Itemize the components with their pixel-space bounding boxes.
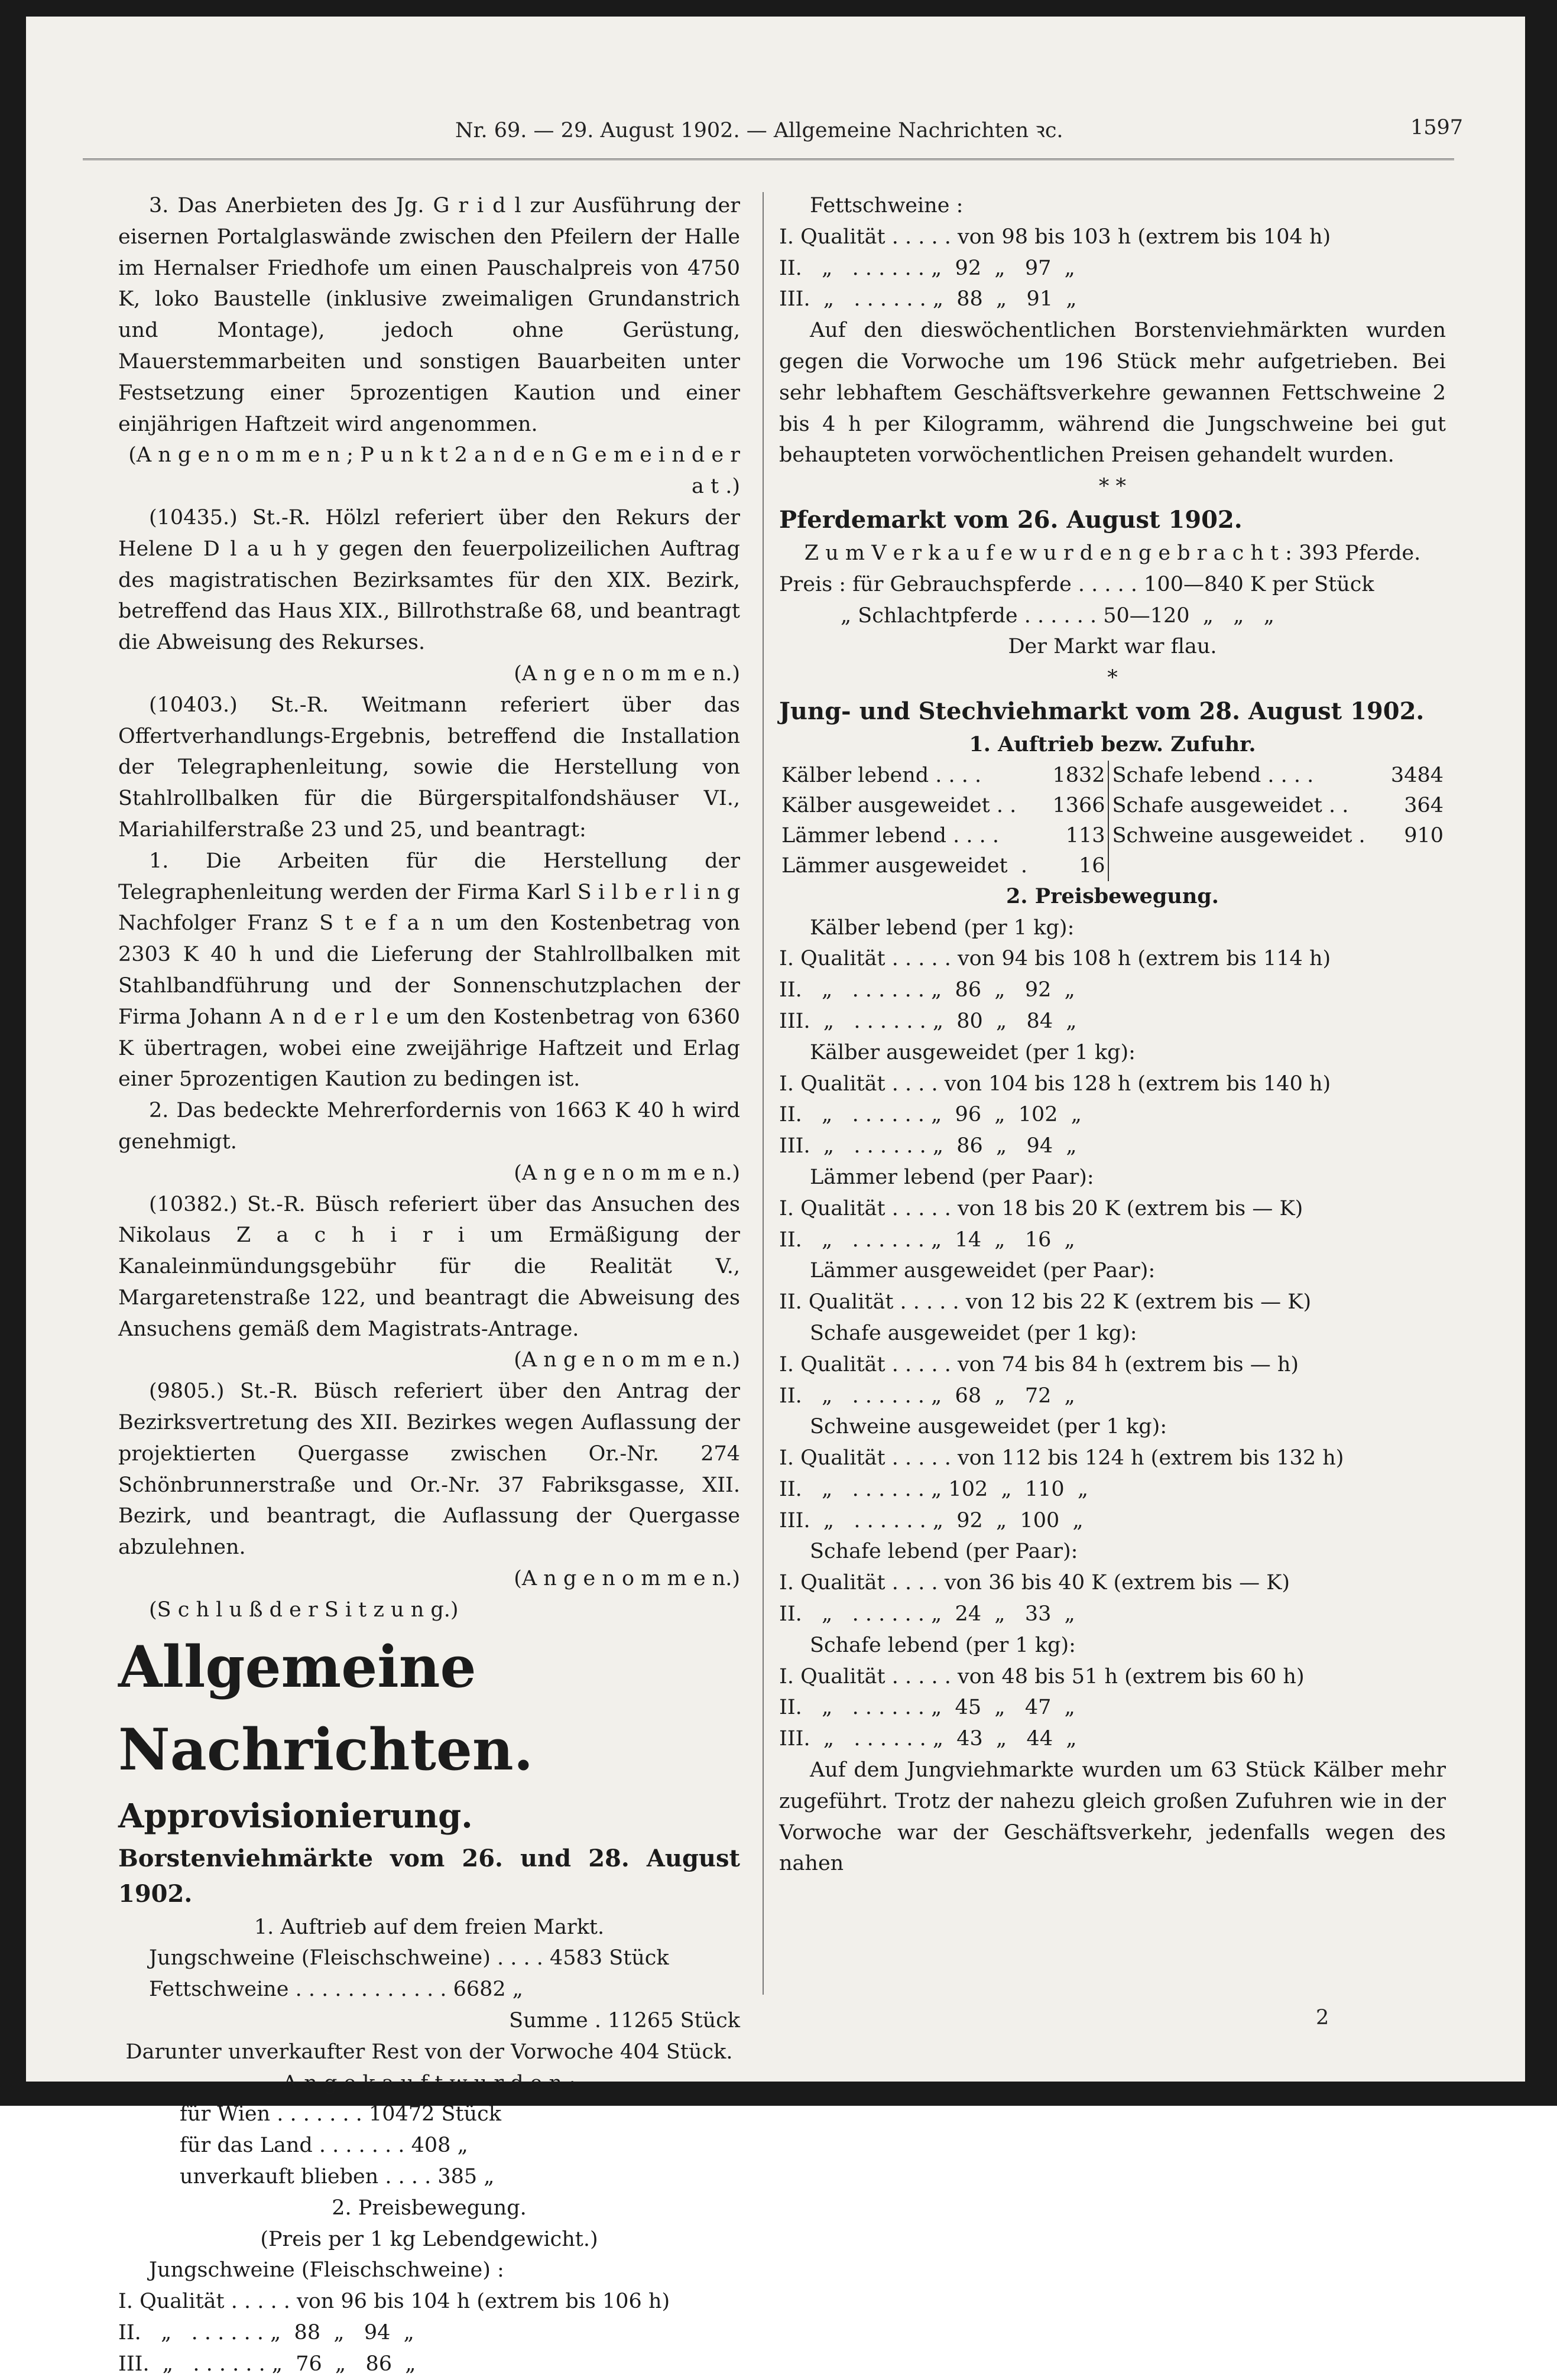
cell: Schafe ausgeweidet . .	[1112, 793, 1349, 817]
signature-mark: 2	[1316, 2006, 1329, 2030]
category: Schafe lebend (per Paar):	[810, 1540, 1078, 1564]
subheading: 1. Auftrieb auf dem freien Markt.	[254, 1915, 605, 1939]
market-heading: Jung- und Stechviehmarkt vom 28. August 1902.	[779, 697, 1425, 725]
header-rule	[83, 158, 1454, 160]
price-row: II. „ . . . . . . „ 92 „ 97 „	[779, 256, 1075, 280]
price-row: II. „ . . . . . . „ 96 „ 102 „	[779, 1103, 1082, 1127]
table-row	[779, 791, 1446, 821]
paragraph: 3. Das Anerbieten des Jg. G r i d l zur Ausführung der eisernen Portalglaswände zwischen den Pfeilern der Halle im Hernalser Friedhofe um einen Pauschalpreis von 4750 K, loko Baustelle (inklusive zweimaligen Grundanstrich und Montage), jedoch ohne Gerüstung, Mauerstemmarbeiten und sonstigen Bauarbeiten unter Festsetzung einer 5prozentigen Kaution und einer einjährigen Haftzeit wird angenommen.	[118, 194, 740, 436]
price-row: I. Qualität . . . . . von 96 bis 104 h (extrem bis 106 h)	[118, 2290, 670, 2314]
price-row: II. „ . . . . . . „ 45 „ 47 „	[779, 1696, 1075, 1720]
paragraph: (9805.) St.-R. Büsch referiert über den Antrag der Bezirksvertretung des XII. Bezirkes wegen Auflassung der projektierten Quergasse zwischen Or.-Nr. 274 Schönbrunnerstraße und Or.-Nr. 37 Fabriksgasse, XII. Bezirk, und beantragt, die Auflassung der Quergasse abzulehnen.	[118, 1379, 740, 1560]
price-row: II. „ . . . . . . „ 14 „ 16 „	[779, 1228, 1075, 1252]
data-row: unverkauft blieben . . . . 385 „	[180, 2165, 495, 2189]
data-row: „ Schlachtpferde . . . . . . 50—120 „ „ „	[841, 603, 1274, 628]
category: Kälber ausgeweidet (per 1 kg):	[810, 1040, 1136, 1064]
data-row: Der Markt war flau.	[1008, 635, 1217, 659]
data-row: für Wien . . . . . . . 10472 Stück	[180, 2102, 501, 2126]
price-row: II. „ . . . . . . „ 102 „ 110 „	[779, 1477, 1089, 1501]
price-row: I. Qualität . . . . . von 48 bis 51 h (extrem bis 60 h)	[779, 1664, 1305, 1689]
price-row: III. „ . . . . . . „ 86 „ 94 „	[779, 1134, 1077, 1158]
data-row: Z u m V e r k a u f e w u r d e n g e b r a c h t : 393 Pferde.	[804, 541, 1421, 565]
price-row: II. „ . . . . . . „ 68 „ 72 „	[779, 1384, 1075, 1408]
cell: 364	[1404, 793, 1444, 817]
cell: 910	[1404, 823, 1444, 848]
category: Schafe lebend (per 1 kg):	[810, 1633, 1076, 1657]
section-title: Allgemeine Nachrichten.	[118, 1633, 534, 1783]
cell: Lämmer lebend . . . .	[781, 823, 1000, 848]
price-row: I. Qualität . . . . . von 94 bis 108 h (extrem bis 114 h)	[779, 947, 1331, 971]
cell: Schweine ausgeweidet .	[1112, 823, 1365, 848]
divider-stars: *	[1107, 666, 1118, 690]
table-row	[779, 821, 1446, 851]
category: Schafe ausgeweidet (per 1 kg):	[810, 1321, 1137, 1345]
price-row: III. „ . . . . . . „ 88 „ 91 „	[779, 287, 1077, 311]
subheading: 2. Preisbewegung.	[1006, 884, 1219, 908]
cell: Kälber ausgeweidet . .	[781, 793, 1017, 817]
left-column	[118, 190, 740, 2380]
cell: Lämmer ausgeweidet .	[781, 853, 1027, 878]
cell: 1366	[1052, 793, 1105, 817]
paragraph: (10382.) St.-R. Büsch referiert über das Ansuchen des Nikolaus Z a c h i r i um Ermäßigung der Kanaleinmündungsgebühr für die Realität V., Margaretenstraße 122, und beantragt die Abweisung des Ansuchens gemäß dem Magistrats-Antrage.	[118, 1192, 740, 1341]
data-row: Jungschweine (Fleischschweine) :	[149, 2258, 504, 2282]
decision: (A n g e n o m m e n.)	[514, 661, 740, 686]
data-row: Preis : für Gebrauchspferde . . . . . 100—840 K per Stück	[779, 572, 1374, 596]
category: Lämmer lebend (per Paar):	[810, 1165, 1094, 1189]
subheading: 1. Auftrieb bezw. Zufuhr.	[969, 732, 1256, 756]
price-row: III. „ . . . . . . „ 80 „ 84 „	[779, 1009, 1077, 1033]
data-row: für das Land . . . . . . . 408 „	[180, 2134, 468, 2158]
cell: 113	[1065, 823, 1105, 848]
price-row: III. „ . . . . . . „ 43 „ 44 „	[779, 1727, 1077, 1751]
cell: 3484	[1390, 763, 1444, 787]
table-row	[779, 761, 1446, 791]
price-row: III. „ . . . . . . „ 92 „ 100 „	[779, 1508, 1084, 1532]
running-header: Nr. 69. — 29. August 1902. — Allgemeine Nachrichten ꝛc.	[455, 119, 1063, 142]
paragraph: Auf dem Jungviehmarkte wurden um 63 Stück Kälber mehr zugeführt. Trotz der nahezu gleich großen Zufuhren wie in der Vorwoche war der Geschäftsverkehr, jedenfalls wegen des nahen	[779, 1758, 1446, 1876]
paragraph: (10403.) St.-R. Weitmann referiert über das Offertverhandlungs-Ergebnis, betreffend die Installation der Telegraphenleitung, sowie die Herstellung von Stahlrollbalken für die Bürgerspitalfondshäuser VI., Mariahilferstraße 23 und 25, und beantragt:	[118, 693, 740, 842]
column-rule	[763, 192, 764, 1995]
price-row: I. Qualität . . . . . von 112 bis 124 h (extrem bis 132 h)	[779, 1446, 1344, 1470]
paragraph: Auf den dieswöchentlichen Borstenviehmärkten wurden gegen die Vorwoche um 196 Stück mehr aufgetrieben. Bei sehr lebhaftem Geschäftsverkehre gewannen Fettschweine 2 bis 4 h per Kilogramm, während die Jungschweine bei gut behaupteten vorwöchentlichen Preisen gehandelt wurden.	[779, 319, 1446, 467]
market-heading: Borstenviehmärkte vom 26. und 28. August 1902.	[118, 1844, 740, 1908]
paragraph: (10435.) St.-R. Hölzl referiert über den Rekurs der Helene D l a u h y gegen den feuerpolizeilichen Auftrag des magistratischen Bezirksamtes für den XIX. Bezirk, betreffend das Haus XIX., Billrothstraße 68, und beantragt die Abweisung des Rekurses.	[118, 505, 740, 655]
paragraph: 1. Die Arbeiten für die Herstellung der Telegraphenleitung werden der Firma Karl S i l b e r l i n g Nachfolger Franz S t e f a n um den Kostenbetrag von 2303 K 40 h und die Lieferung der Stahlrollbalken mit Stahlbandführung und der Sonnenschutzplachen der Firma Johann A n d e r l e um den Kostenbetrag von 6360 K übertragen, wobei eine zweijährige Haftzeit und Erlag einer 5prozentigen Kaution zu bedingen ist.	[118, 849, 740, 1092]
data-row: Jungschweine (Fleischschweine) . . . . 4583 Stück	[149, 1946, 669, 1970]
section-heading: Approvisionierung.	[118, 1796, 473, 1836]
price-row: I. Qualität . . . . von 104 bis 128 h (extrem bis 140 h)	[779, 1072, 1331, 1096]
table-row	[779, 851, 1446, 881]
market-heading: Pferdemarkt vom 26. August 1902.	[779, 505, 1243, 534]
decision: (A n g e n o m m e n.)	[514, 1348, 740, 1372]
price-row: III. „ . . . . . . „ 76 „ 86 „	[118, 2352, 416, 2376]
price-row: II. „ . . . . . . „ 24 „ 33 „	[779, 1602, 1075, 1626]
data-row: (Preis per 1 kg Lebendgewicht.)	[260, 2227, 598, 2251]
decision: (A n g e n o m m e n ; P u n k t 2 a n d e n G e m e i n d e r a t .)	[128, 443, 740, 499]
decision: (A n g e n o m m e n.)	[514, 1567, 740, 1591]
price-row: I. Qualität . . . . . von 98 bis 103 h (extrem bis 104 h)	[779, 225, 1331, 249]
data-row: Fettschweine . . . . . . . . . . . . 6682 „	[149, 1978, 523, 2002]
price-row: II. „ . . . . . . „ 88 „ 94 „	[118, 2321, 414, 2345]
category: Fettschweine :	[810, 194, 964, 217]
divider-stars: * *	[1098, 475, 1127, 499]
paragraph: 2. Das bedeckte Mehrerfordernis von 1663 K 40 h wird genehmigt.	[118, 1099, 740, 1154]
price-row: I. Qualität . . . . . von 18 bis 20 K (extrem bis — K)	[779, 1196, 1303, 1220]
price-row: I. Qualität . . . . von 36 bis 40 K (extrem bis — K)	[779, 1571, 1290, 1595]
data-row: Summe . 11265 Stück	[509, 2009, 740, 2033]
page-number: 1597	[1410, 116, 1464, 139]
category: Kälber lebend (per 1 kg):	[810, 915, 1075, 940]
data-row: Darunter unverkaufter Rest von der Vorwoche 404 Stück.	[125, 2040, 733, 2064]
data-row: A n g e k a u f t w u r d e n :	[282, 2071, 576, 2095]
decision: (A n g e n o m m e n.)	[514, 1161, 740, 1185]
category: Schweine ausgeweidet (per 1 kg):	[810, 1415, 1167, 1439]
cell	[1384, 851, 1446, 881]
price-row: II. Qualität . . . . . von 12 bis 22 K (extrem bis — K)	[779, 1290, 1312, 1314]
closing: (S c h l u ß d e r S i t z u n g.)	[149, 1598, 459, 1622]
subheading: 2. Preisbewegung.	[332, 2196, 527, 2220]
cell: 1832	[1052, 763, 1105, 787]
price-row: II. „ . . . . . . „ 86 „ 92 „	[779, 978, 1075, 1002]
cell: 16	[1078, 853, 1105, 878]
cell	[1110, 851, 1385, 881]
price-row: I. Qualität . . . . . von 74 bis 84 h (extrem bis — h)	[779, 1352, 1299, 1376]
cell: Kälber lebend . . . .	[781, 763, 982, 787]
cell: Schafe lebend . . . .	[1112, 763, 1314, 787]
supply-table	[779, 761, 1446, 881]
category: Lämmer ausgeweidet (per Paar):	[810, 1259, 1156, 1283]
right-column	[779, 190, 1446, 1879]
